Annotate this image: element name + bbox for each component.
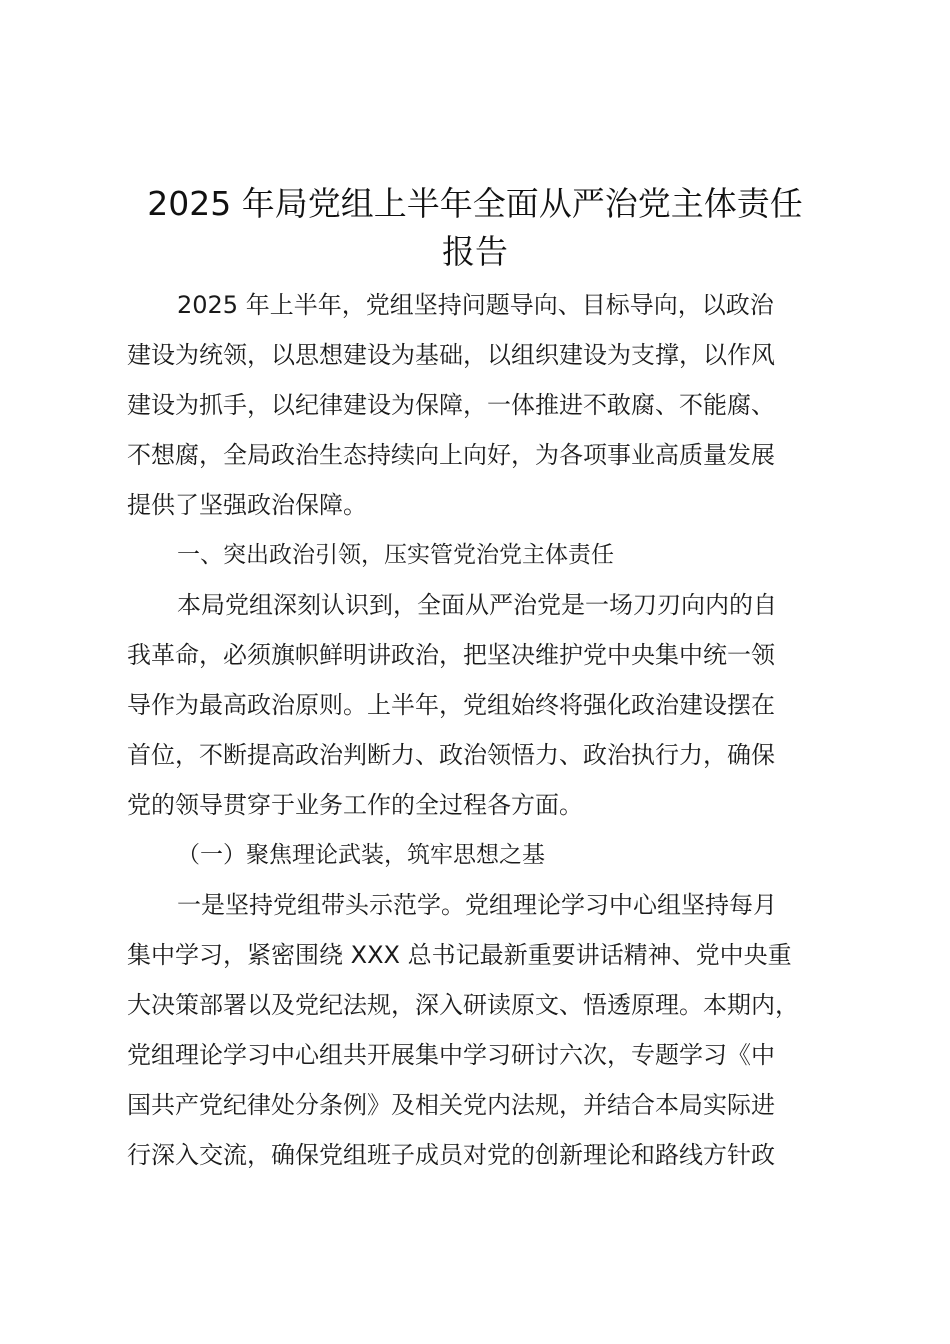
- heading-line: 一、突出政治引领，压实管党治党主体责任: [177, 542, 614, 568]
- paragraph: [127, 280, 833, 530]
- title-line: 报告: [442, 232, 508, 271]
- text-line: 不想腐，全局政治生态持续向上向好，为各项事业高质量发展: [127, 441, 775, 469]
- text-line: 本局党组深刻认识到，全面从严治党是一场刀刃向内的自: [177, 591, 777, 619]
- text-line: 大决策部署以及党纪法规，深入研读原文、悟透原理。本期内，: [127, 991, 799, 1019]
- title-line: 2025 年局党组上半年全面从严治党主体责任: [147, 184, 803, 223]
- text-line: 提供了坚强政治保障。: [127, 491, 367, 519]
- paragraph: [127, 880, 833, 1180]
- text-line: 首位，不断提高政治判断力、政治领悟力、政治执行力，确保: [127, 741, 775, 769]
- section-heading: [127, 530, 833, 580]
- subsection-heading: [127, 830, 833, 880]
- text-line: 党组理论学习中心组共开展集中学习研讨六次，专题学习《中: [127, 1041, 775, 1069]
- document-body: [127, 280, 833, 1180]
- text-line: 集中学习，紧密围绕 XXX 总书记最新重要讲话精神、党中央重: [127, 941, 792, 969]
- document-title: [100, 180, 850, 276]
- heading-line: （一）聚焦理论武装，筑牢思想之基: [177, 842, 545, 868]
- text-line: 导作为最高政治原则。上半年，党组始终将强化政治建设摆在: [127, 691, 775, 719]
- text-line: 我革命，必须旗帜鲜明讲政治，把坚决维护党中央集中统一领: [127, 641, 775, 669]
- text-line: 建设为抓手，以纪律建设为保障，一体推进不敢腐、不能腐、: [127, 391, 775, 419]
- text-line: 国共产党纪律处分条例》及相关党内法规，并结合本局实际进: [127, 1091, 775, 1119]
- text-line: 党的领导贯穿于业务工作的全过程各方面。: [127, 791, 583, 819]
- text-line: 一是坚持党组带头示范学。党组理论学习中心组坚持每月: [177, 891, 777, 919]
- text-line: 行深入交流，确保党组班子成员对党的创新理论和路线方针政: [127, 1141, 775, 1169]
- paragraph: [127, 580, 833, 830]
- text-line: 建设为统领，以思想建设为基础，以组织建设为支撑，以作风: [127, 341, 775, 369]
- text-line: 2025 年上半年，党组坚持问题导向、目标导向，以政治: [177, 291, 774, 319]
